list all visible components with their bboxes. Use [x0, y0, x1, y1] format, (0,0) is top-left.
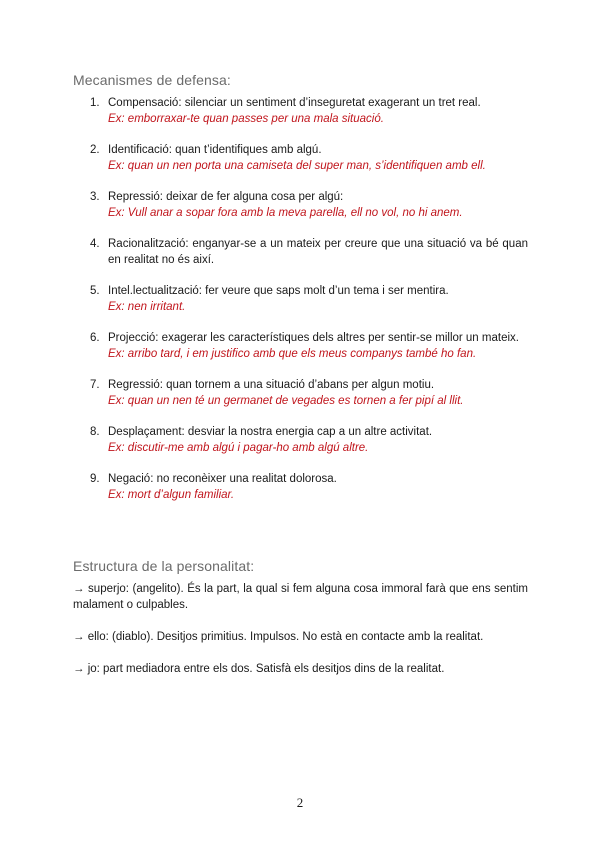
list-item [73, 424, 528, 456]
ello-entry: → ello: (diablo). Desitjos primitius. Impulsos. No està en contacte amb la realitat. [73, 631, 484, 643]
list-item [73, 95, 528, 127]
item-text: Racionalització: enganyar-se a un mateix per creure que una situació va bé quan en realitat no és així. [108, 238, 528, 266]
item-number: 5. [90, 285, 100, 297]
item-example: Ex: emborraxar-te quan passes per una mala situació. [108, 113, 384, 125]
item-example: Ex: nen irritant. [108, 301, 186, 313]
item-text: Identificació: quan t’identifiques amb algú. [108, 144, 322, 156]
item-number: 1. [90, 97, 100, 109]
defense-mechanisms-list [73, 95, 528, 518]
item-example: Ex: mort d’algun familiar. [108, 489, 235, 501]
item-number: 7. [90, 379, 100, 391]
list-item [73, 471, 528, 503]
item-text: Projecció: exagerar les característiques dels altres per sentir-se millor un mateix. [108, 332, 519, 344]
list-item [73, 189, 528, 221]
item-example: Ex: discutir-me amb algú i pagar-ho amb algú altre. [108, 442, 369, 454]
item-number: 6. [90, 332, 100, 344]
item-text: Regressió: quan tornem a una situació d’abans per algun motiu. [108, 379, 435, 391]
superjo-entry: → superjo: (angelito). És la part, la qual si fem alguna cosa immoral farà que ens sentim malament o culpables. [73, 583, 528, 611]
item-number: 3. [90, 191, 100, 203]
item-example: Ex: quan un nen porta una camiseta del super man, s’identifiquen amb ell. [108, 160, 486, 172]
list-item [73, 236, 528, 268]
item-text: Repressió: deixar de fer alguna cosa per algú: [108, 191, 344, 203]
item-number: 2. [90, 144, 100, 156]
list-item [73, 377, 528, 409]
personality-structure-heading: Estructura de la personalitat: [73, 558, 255, 574]
list-item [73, 142, 528, 174]
item-number: 4. [90, 238, 100, 250]
item-number: 8. [90, 426, 100, 438]
item-example: Ex: arribo tard, i em justifico amb que els meus companys també ho fan. [108, 348, 477, 360]
list-item [73, 283, 528, 315]
defense-mechanisms-heading: Mecanismes de defensa: [73, 72, 231, 88]
page-number: 2 [296, 795, 304, 810]
item-example: Ex: Vull anar a sopar fora amb la meva parella, ell no vol, no hi anem. [108, 207, 463, 219]
item-text: Negació: no reconèixer una realitat dolorosa. [108, 473, 337, 485]
item-text: Intel.lectualització: fer veure que saps molt d’un tema i ser mentira. [108, 285, 449, 297]
item-example: Ex: quan un nen té un germanet de vegades es tornen a fer pipí al llit. [108, 395, 464, 407]
item-number: 9. [90, 473, 100, 485]
item-text: Desplaçament: desviar la nostra energia cap a un altre activitat. [108, 426, 433, 438]
list-item [73, 330, 528, 362]
item-text: Compensació: silenciar un sentiment d’inseguretat exagerant un tret real. [108, 97, 481, 109]
jo-entry: → jo: part mediadora entre els dos. Satisfà els desitjos dins de la realitat. [73, 663, 445, 675]
